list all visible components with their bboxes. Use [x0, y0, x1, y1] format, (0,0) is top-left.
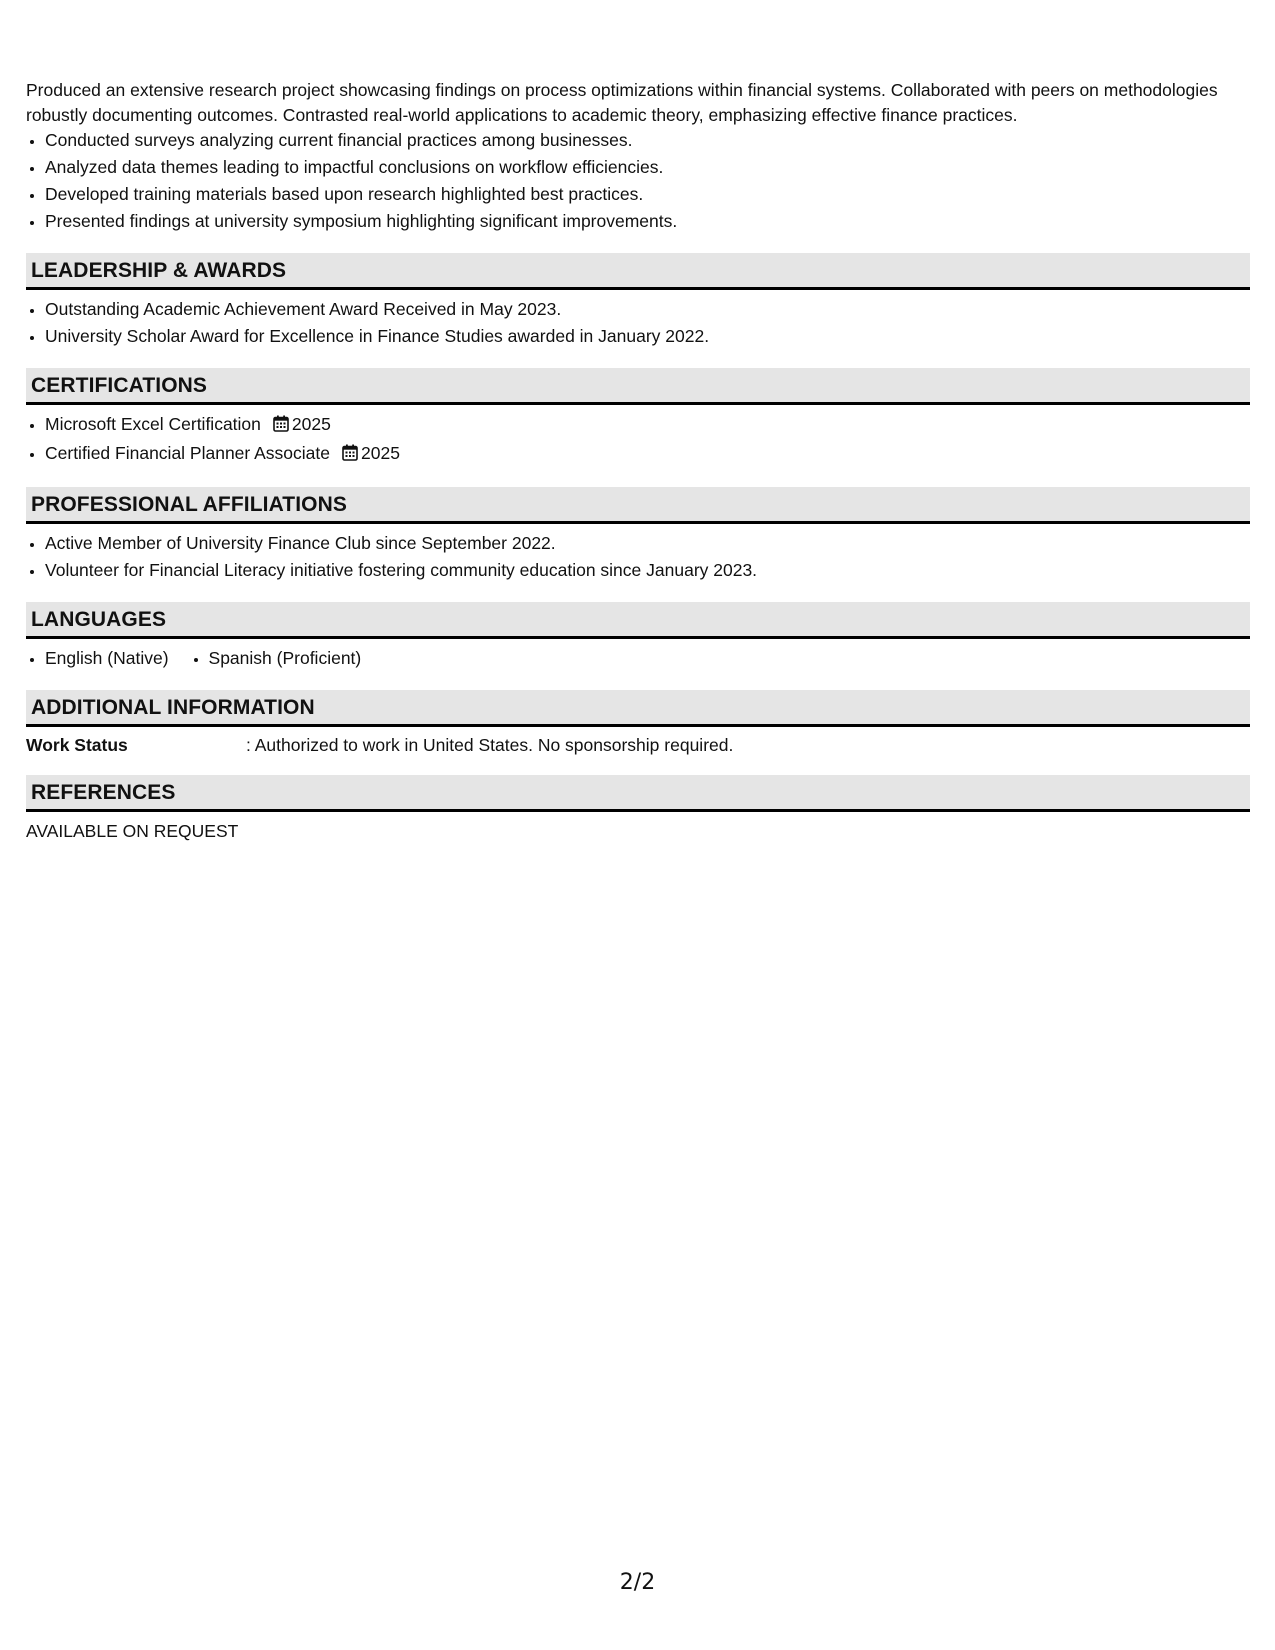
section-heading: PROFESSIONAL AFFILIATIONS	[26, 487, 1250, 524]
list-item: • Developed training materials based upon research highlighted best practices.	[45, 181, 1250, 208]
list-item	[45, 440, 1250, 469]
leadership-list	[26, 296, 1250, 350]
section-heading: LANGUAGES	[26, 602, 1250, 639]
certifications-section	[26, 368, 1250, 469]
languages-list	[26, 645, 1250, 672]
certifications-list	[26, 411, 1250, 469]
certification-year: 2025	[291, 414, 331, 434]
list-item: • Analyzed data themes leading to impactful conclusions on workflow efficiencies.	[45, 154, 1250, 181]
list-item: • Spanish (Proficient)	[209, 645, 362, 672]
list-item: • Outstanding Academic Achievement Award Received in May 2023.	[45, 296, 1250, 323]
list-item: • Active Member of University Finance Club since September 2022.	[45, 530, 1250, 557]
languages-section	[26, 602, 1250, 672]
list-item: • English (Native)	[45, 645, 169, 672]
calendar-icon	[342, 442, 358, 469]
certification-year: 2025	[361, 443, 400, 463]
list-item	[45, 411, 1250, 440]
list-item: • Conducted surveys analyzing current financial practices among businesses.	[45, 127, 1250, 154]
list-item: • Volunteer for Financial Literacy initiative fostering community education since January 2023.	[45, 557, 1250, 584]
list-item: • Presented findings at university symposium highlighting significant improvements.	[45, 208, 1250, 235]
section-heading: ADDITIONAL INFORMATION	[26, 690, 1250, 727]
references-section	[26, 775, 1250, 844]
project-bullets	[26, 127, 1250, 235]
leadership-section	[26, 253, 1250, 350]
references-text: AVAILABLE ON REQUEST	[26, 821, 239, 841]
section-heading: LEADERSHIP & AWARDS	[26, 253, 1250, 290]
page-number: 2/2	[619, 1570, 656, 1595]
resume-page	[26, 78, 1250, 844]
work-status-row	[26, 733, 1250, 757]
additional-info-section	[26, 690, 1250, 757]
section-heading: CERTIFICATIONS	[26, 368, 1250, 405]
work-status-value: : Authorized to work in United States. No sponsorship required.	[246, 735, 734, 755]
calendar-icon	[273, 413, 289, 440]
affiliations-list	[26, 530, 1250, 584]
certification-name: Microsoft Excel Certification	[45, 414, 261, 434]
list-item: • University Scholar Award for Excellence in Finance Studies awarded in January 2022.	[45, 323, 1250, 350]
affiliations-section	[26, 487, 1250, 584]
work-status-label: Work Status	[26, 735, 128, 755]
project-description: Produced an extensive research project showcasing findings on process optimizations within financial systems. Collaborated with peers on methodologies robustly documenting outcomes. Contrasted real-world applications to academic theory, emphasizing effective finance practices.	[26, 80, 1218, 125]
section-heading: REFERENCES	[26, 775, 1250, 812]
certification-name: Certified Financial Planner Associate	[45, 443, 331, 463]
